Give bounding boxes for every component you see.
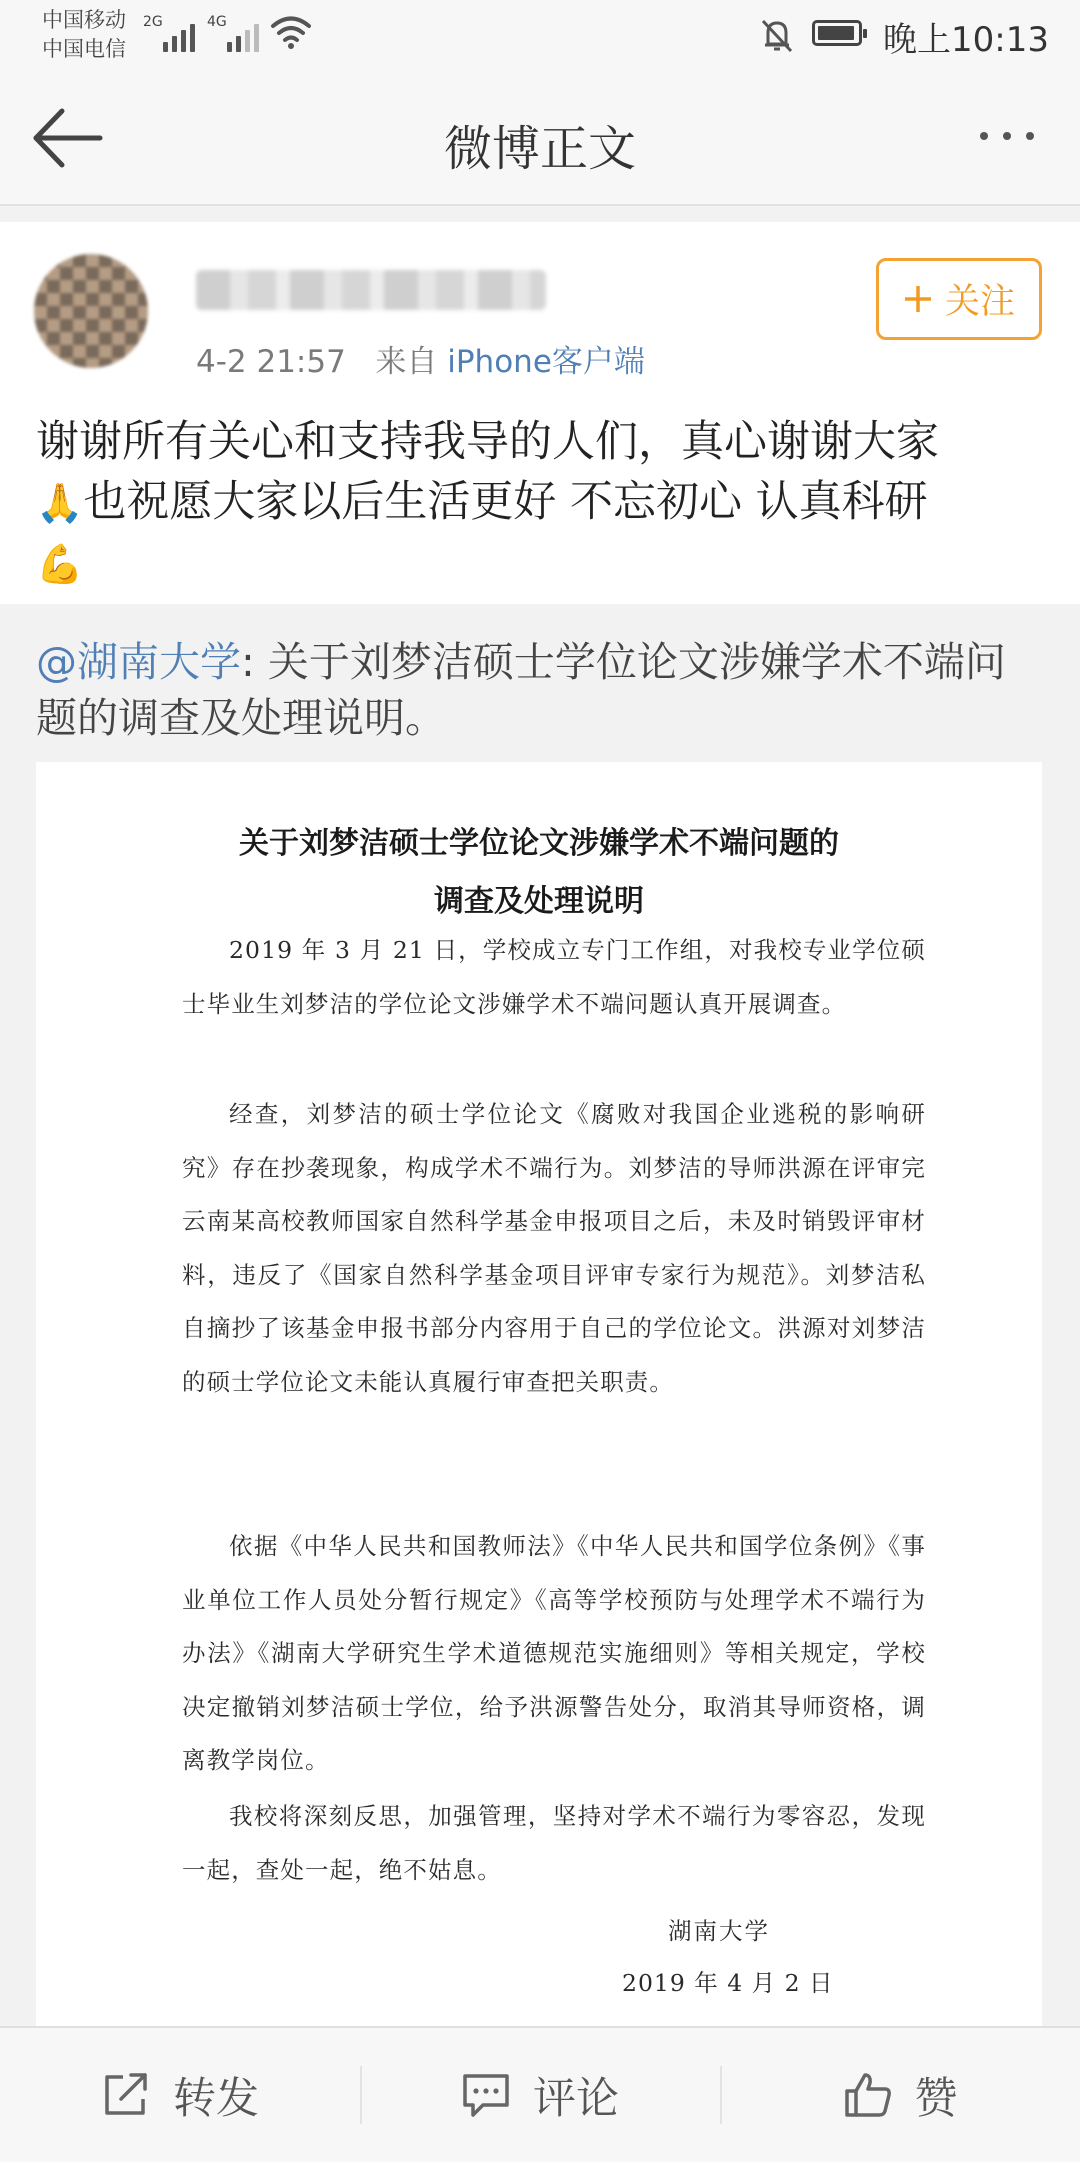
post-meta [196, 336, 645, 381]
page-title: 微博正文 [443, 121, 636, 177]
doc-paragraph: 2019 年 3 月 21 日，学校成立专门工作组，对我校专业学位硕士毕业生刘梦洁的学位论文涉嫌学术不端问题认真开展调查。 [182, 936, 926, 1018]
reposted-content[interactable] [0, 606, 1080, 2026]
doc-paragraph: 我校将深刻反思，加强管理，坚持对学术不端行为零容忍，发现一起，查处一起，绝不姑息。 [182, 1802, 926, 1884]
comment-label: 评论 [533, 2073, 619, 2124]
follow-label: 关注 [944, 282, 1015, 322]
doc-paragraph: 经查，刘梦洁的硕士学位论文《腐败对我国企业逃税的影响研究》存在抄袭现象，构成学术不端行为。刘梦洁的导师洪源在评审完云南某高校教师国家自然科学基金申报项目之后，未及时销毁评审材料，违反了《国家自然科学基金项目评审专家行为规范》。刘梦洁私自摘抄了该基金申报书部分内容用于自己的学位论文。洪源对刘梦洁的硕士学位论文未能认真履行审查把关职责。 [182, 1100, 926, 1396]
username-blurred[interactable] [196, 270, 546, 310]
repost-body: : 关于刘梦洁硕士学位论文涉嫌学术不端问题的调查及处理说明。 [36, 638, 1006, 742]
weibo-post [0, 222, 1080, 604]
comment-icon [461, 2071, 511, 2119]
share-icon [101, 2071, 151, 2119]
bottom-action-bar [0, 2026, 1080, 2162]
doc-paragraph: 依据《中华人民共和国教师法》《中华人民共和国学位条例》《事业单位工作人员处分暂行规定》《高等学校预防与处理学术不端行为办法》《湖南大学研究生学术道德规范实施细则》等相关规定，学校决定撤销刘梦洁硕士学位，给予洪源警告处分，取消其导师资格，调离教学岗位。 [182, 1532, 926, 1774]
source-prefix: 来自 [375, 344, 438, 380]
signal-icon [227, 18, 259, 52]
carrier-1: 中国移动 [42, 8, 126, 32]
like-label: 赞 [914, 2073, 958, 2124]
doc-title-line-2: 调查及处理说明 [434, 884, 644, 919]
clock-time: 晚上10:13 [883, 20, 1049, 60]
avatar[interactable] [34, 254, 148, 368]
doc-signature: 湖南大学 [668, 1917, 770, 1945]
network-type-1: 2G [143, 14, 163, 30]
like-button[interactable] [720, 2028, 1080, 2162]
muscle-emoji-icon: 💪 [36, 542, 84, 586]
document-image[interactable] [36, 762, 1042, 2026]
pray-emoji-icon: 🙏 [36, 481, 84, 525]
doc-date: 2019 年 4 月 2 日 [622, 1969, 834, 1997]
status-bar [0, 0, 1080, 70]
carrier-labels [42, 6, 126, 64]
repost-text [36, 634, 1046, 746]
bell-muted-icon [760, 18, 794, 54]
post-text-line: 谢谢所有关心和支持我导的人们，真心谢谢大家 [36, 417, 939, 467]
carrier-2: 中国电信 [42, 37, 126, 61]
post-source-link[interactable]: iPhone客户端 [447, 344, 645, 380]
post-timestamp: 4-2 21:57 [196, 344, 346, 380]
nav-bar [0, 70, 1080, 206]
comment-button[interactable] [360, 2028, 720, 2162]
plus-icon [903, 284, 933, 314]
wifi-icon [270, 14, 312, 50]
more-dots-icon[interactable] [980, 132, 1034, 140]
signal-icon [163, 18, 195, 52]
doc-title-line-1: 关于刘梦洁硕士学位论文涉嫌学术不端问题的 [239, 826, 839, 861]
repost-button[interactable] [0, 2028, 360, 2162]
post-text-line: 也祝愿大家以后生活更好 不忘初心 认真科研 [83, 477, 928, 527]
repost-label: 转发 [173, 2073, 259, 2124]
battery-icon [812, 20, 862, 46]
follow-button[interactable] [876, 258, 1042, 340]
post-text [36, 412, 1056, 594]
thumbs-up-icon [843, 2071, 893, 2119]
mention-link[interactable]: @湖南大学 [36, 638, 241, 686]
network-type-2: 4G [207, 14, 227, 30]
